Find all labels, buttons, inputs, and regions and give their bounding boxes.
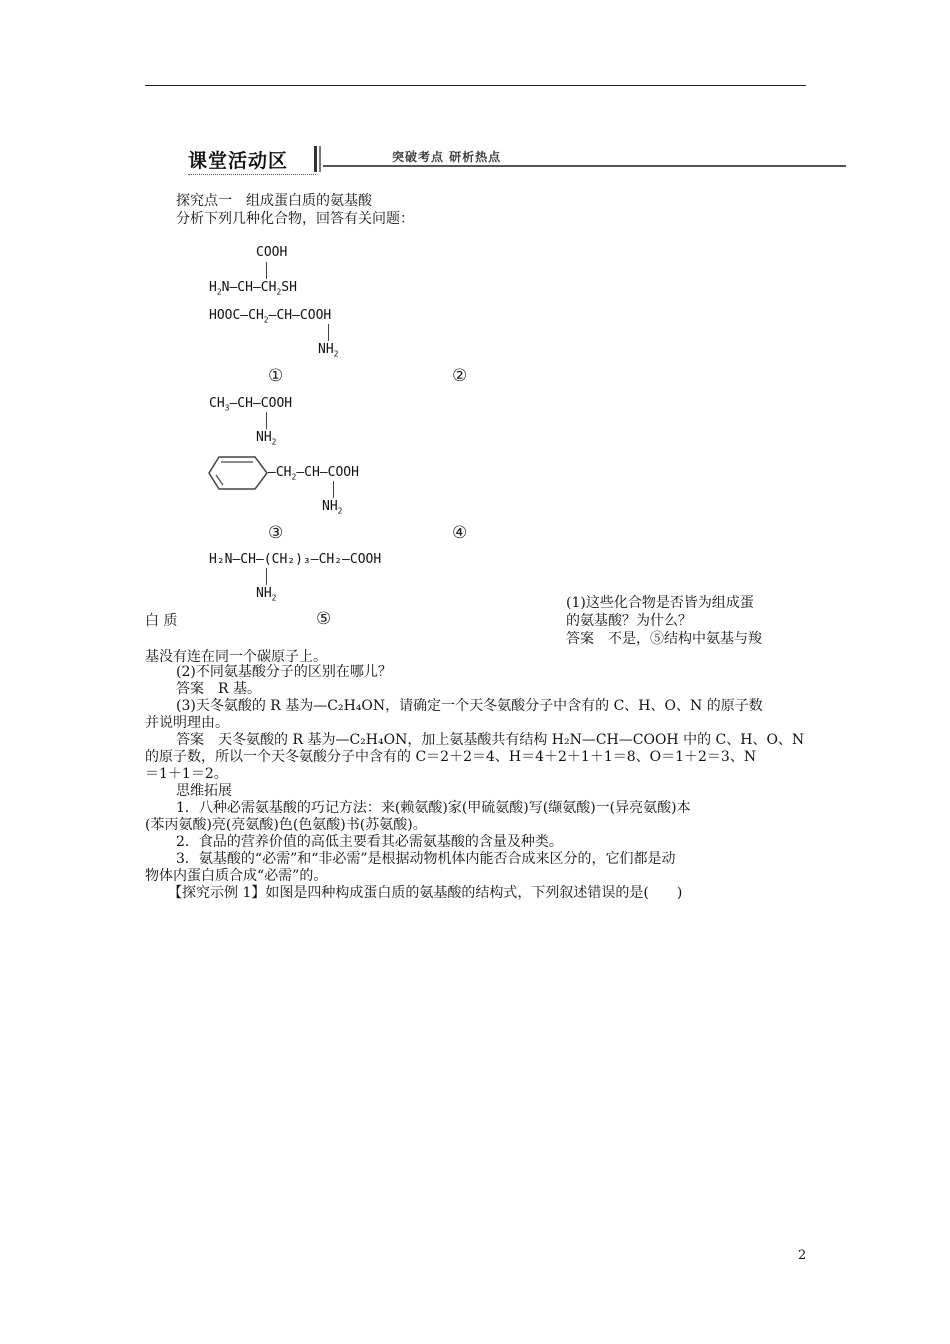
banner-divider-thin: [319, 146, 321, 172]
s4-part: —CH: [268, 465, 292, 480]
s3-formula: [209, 396, 292, 417]
banner-subtitle: 突破考点 研析热点: [392, 150, 502, 164]
a3-text-b: 的原子数，所以一个天冬氨酸分子中含有的 C＝2＋2＝4、H＝4＋2＋1＋1＝8、O＝1＋2＝3、N: [145, 749, 757, 765]
s5-nh: NH: [256, 586, 272, 601]
s5-bond: [266, 568, 267, 585]
section-intro: 分析下列几种化合物，回答有关问题：: [176, 211, 414, 227]
banner-rule: [323, 165, 846, 167]
s2-part: HOOC—CH: [209, 308, 264, 323]
q1-text-left: 白 质: [145, 613, 178, 629]
q3-text-a: (3)天冬氨酸的 R 基为—C₂H₄ON，请确定一个天冬氨酸分子中含有的 C、H、O、N 的原子数: [176, 698, 763, 714]
s2-part: —CH—COOH: [268, 308, 332, 323]
banner-dotted-rule: [188, 174, 316, 175]
extension-p2: 2．食品的营养价值的高低主要看其必需氨基酸的含量及种类。: [176, 834, 563, 850]
s3-part: CH: [209, 396, 225, 411]
s3-bond: [266, 412, 267, 429]
page-number: 2: [798, 1248, 807, 1263]
s4-nh: NH: [322, 499, 338, 514]
label-1: ①: [268, 366, 284, 386]
s1-part: H: [209, 280, 217, 295]
extension-p3-b: 物体内蛋白质合成“必需”的。: [145, 868, 328, 884]
s2-formula: [209, 308, 331, 329]
a1-continuation: 基没有连在同一个碳原子上。: [145, 649, 327, 665]
s1-formula: [209, 280, 297, 301]
banner-divider: [314, 146, 317, 172]
benzene-ring-icon: [207, 455, 269, 491]
a3-text-c: ＝1＋1＝2。: [145, 766, 228, 782]
label-2: ②: [452, 366, 468, 386]
label-5: ⑤: [316, 609, 332, 629]
s3-nh: NH: [256, 430, 272, 445]
header-rule: [145, 85, 806, 86]
q2-text: (2)不同氨基酸分子的区别在哪儿？: [176, 664, 392, 680]
a1-text: 答案 不是，⑤结构中氨基与羧: [566, 631, 762, 647]
extension-title: 思维拓展: [176, 783, 232, 799]
s1-bond: [266, 262, 267, 279]
s4-bond: [333, 481, 334, 498]
s5-sub: 2: [271, 593, 277, 603]
s3-nh2: [256, 430, 276, 451]
s2-nh: NH: [318, 342, 334, 357]
q1-text-b: 的氨基酸？为什么？: [566, 613, 692, 629]
a2-text: 答案 R 基。: [176, 681, 261, 697]
section-heading: 探究点一 组成蛋白质的氨基酸: [176, 193, 372, 209]
a3-text-a: 答案 天冬氨酸的 R 基为—C₂H₄ON，加上氨基酸共有结构 H₂N—CH—COOH 中的 C、H、O、N: [176, 732, 805, 748]
s1-sub: 2: [216, 287, 222, 297]
s4-nh2: [322, 499, 342, 520]
s2-nh2: [318, 342, 338, 363]
extension-p3-a: 3．氨基酸的“必需”和“非必需”是根据动物机体内能否合成来区分的，它们都是动: [176, 851, 676, 867]
s3-sub: 3: [224, 403, 230, 413]
s2-sub: 2: [263, 315, 269, 325]
s2-sub: 2: [333, 349, 339, 359]
s4-sub: 2: [337, 506, 343, 516]
s3-part: —CH—COOH: [229, 396, 293, 411]
s1-part: SH: [281, 280, 297, 295]
label-4: ④: [452, 523, 468, 543]
label-3: ③: [268, 523, 284, 543]
s5-nh2: [256, 586, 276, 607]
s5-formula: H₂N—CH—(CH₂)₃—CH₂—COOH: [209, 552, 382, 567]
extension-p1-b: (苯丙氨酸)亮(亮氨酸)色(色氨酸)书(苏氨酸)。: [145, 817, 427, 833]
s4-part: —CH—COOH: [296, 465, 359, 480]
q3-text-b: 并说明理由。: [145, 715, 229, 731]
q1-text-a: (1)这些化合物是否皆为组成蛋: [566, 595, 754, 611]
banner-title: 课堂活动区: [188, 150, 289, 172]
s4-sub: 2: [291, 472, 297, 482]
s1-part: N—CH—CH: [221, 280, 277, 295]
s4-formula: [268, 465, 359, 486]
s2-bond: [328, 324, 329, 341]
example-prompt: 【探究示例 1】如图是四种构成蛋白质的氨基酸的结构式，下列叙述错误的是( ): [168, 885, 683, 901]
extension-p1-a: 1．八种必需氨基酸的巧记方法：来(赖氨酸)家(甲硫氨酸)写(缬氨酸)一(异亮氨酸)本: [176, 800, 691, 816]
s1-cooh: COOH: [256, 245, 288, 260]
s3-sub: 2: [271, 437, 277, 447]
s1-sub: 2: [276, 287, 282, 297]
